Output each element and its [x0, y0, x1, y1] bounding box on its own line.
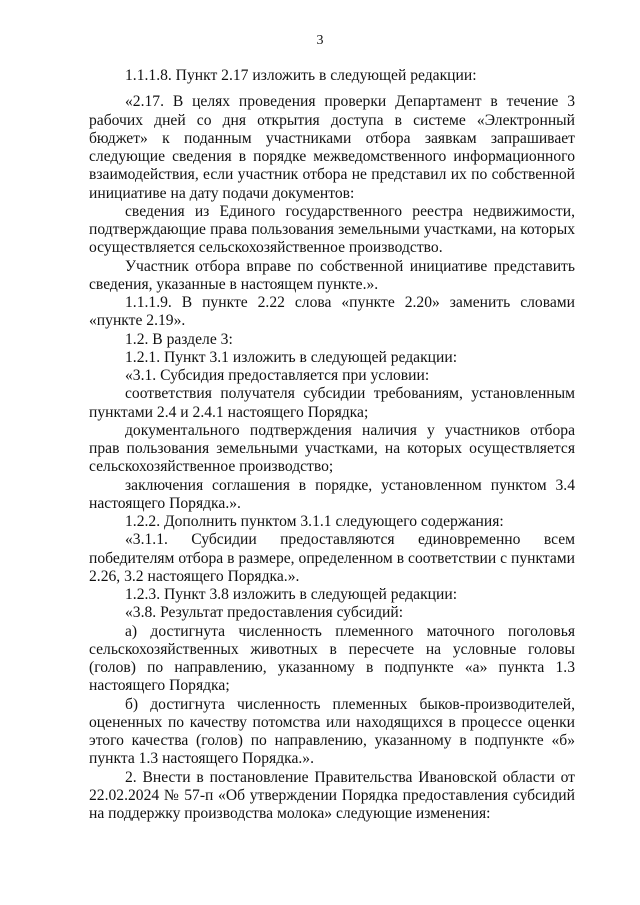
paragraph-3-8: «3.8. Результат предоставления субсидий: — [125, 604, 404, 622]
document-body — [89, 67, 575, 823]
paragraph-2-17-intro: «2.17. В целях проведения проверки Департамент в течение 3 рабочих дней со дня открытия доступа в системе «Электронный бюджет» к поданным участниками отбора заявкам запрашивает следующие сведения в порядке межведомственного информационного взаимодействия, если участник отбора не представил их по собственной инициативе на дату подачи документов: — [89, 93, 575, 202]
paragraph-3-1: «3.1. Субсидия предоставляется при условии: — [125, 367, 430, 384]
paragraph-result-b: б) достигнута численность племенных быков-производителей, оцененных по качеству потомства или находящихся в процессе оценки этого качества (голов) по направлению, указанному в подпункте «б» пункта 1.3 настоящего Порядка.». — [89, 695, 575, 768]
paragraph-condition-land-rights: документального подтверждения наличия у участников отбора прав пользования земельными участками, на которых осуществляется сельскохозяйственное производство; — [89, 421, 575, 476]
paragraph-1-2-1: 1.2.1. Пункт 3.1 изложить в следующей редакции: — [125, 348, 458, 366]
paragraph-1-1-1-9: 1.1.1.9. В пункте 2.22 слова «пункте 2.20» заменить словами «пункте 2.19». — [89, 294, 575, 330]
page-number: 3 — [316, 33, 324, 48]
paragraph-participant-right: Участник отбора вправе по собственной инициативе представить сведения, указанные в настоящем пункте.». — [89, 257, 575, 293]
paragraph-1-2-2: 1.2.2. Дополнить пунктом 3.1.1 следующего содержания: — [125, 513, 504, 530]
paragraph-result-a: а) достигнута численность племенного маточного поголовья сельскохозяйственных животных в пересчете на условные головы (голов) по направлению, указанному в подпункте «а» пункта 1.3 настоящего Порядка; — [89, 622, 575, 695]
paragraph-3-1-1: «3.1.1. Субсидии предоставляются единовременно всем победителям отбора в размере, определенном в соответствии с пунктами 2.26, 3.2 настоящего Порядка.». — [89, 531, 575, 585]
paragraph-condition-agreement: заключения соглашения в порядке, установленном пунктом 3.4 настоящего Порядка.». — [89, 476, 575, 512]
paragraph-1-2-3: 1.2.3. Пункт 3.8 изложить в следующей редакции: — [125, 586, 458, 603]
paragraph-1-2: 1.2. В разделе 3: — [125, 330, 233, 348]
paragraph-egrn-info: сведения из Единого государственного реестра недвижимости, подтверждающие права пользования земельными участками, на которых осуществляется сельскохозяйственное производство. — [89, 202, 575, 257]
paragraph-2-amendments: 2. Внести в постановление Правительства Ивановской области от 22.02.2024 № 57-п «Об утверждении Порядка предоставления субсидий на поддержку производства молока» следующие изменения: — [89, 768, 575, 822]
paragraph-1-1-1-8: 1.1.1.8. Пункт 2.17 изложить в следующей редакции: — [125, 67, 477, 84]
paragraph-condition-compliance: соответствия получателя субсидии требованиям, установленным пунктами 2.4 и 2.4.1 настоящего Порядка; — [89, 385, 575, 421]
